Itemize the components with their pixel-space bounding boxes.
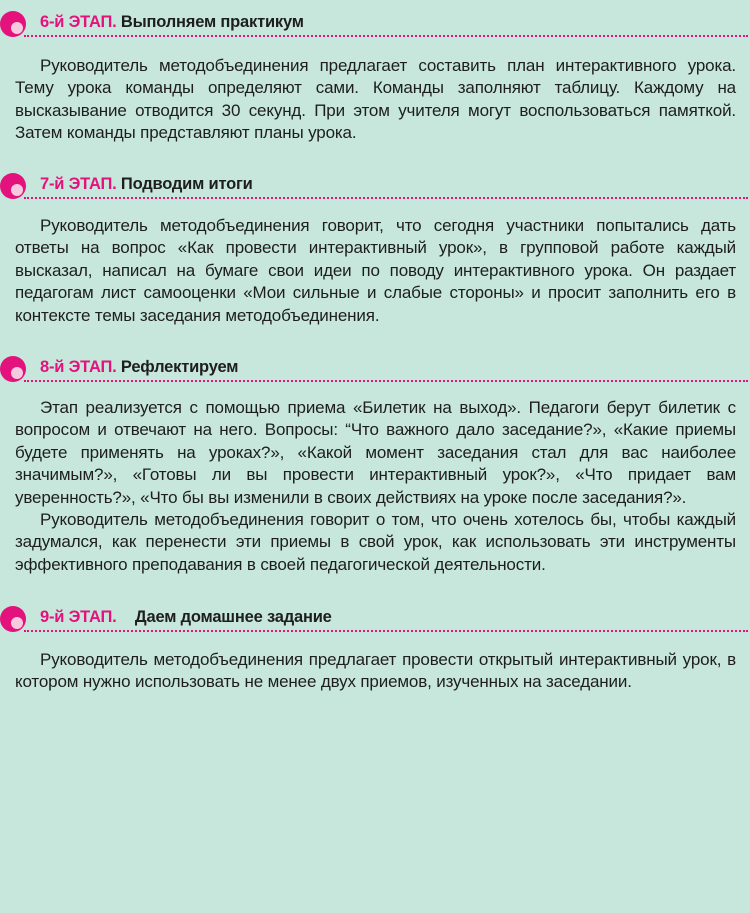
stage-9-name: Даем домашнее задание	[134, 608, 332, 626]
stage-8-name: Рефлектируем	[120, 358, 239, 376]
stage-8-divider	[24, 380, 748, 382]
stage-6-number: 6-й ЭТАП.	[40, 13, 117, 31]
stage-9-header	[0, 603, 750, 633]
circle-bullet-icon	[0, 606, 26, 632]
stage-6-divider	[24, 35, 748, 37]
stage-7-divider	[24, 197, 748, 199]
stage-8-header	[0, 353, 750, 383]
stage-7-section	[0, 170, 750, 327]
stage-9-number: 9-й ЭТАП.	[40, 608, 117, 626]
stage-8-paragraph-2: Руководитель методобъединения говорит о том, что очень хотелось бы, чтобы каждый задумался, как перенести эти приемы в свой урок, как использовать эти инструменты эффективного преподавания в своей педагогической деятельности.	[15, 510, 736, 574]
stage-8-paragraph-1: Этап реализуется с помощью приема «Билетик на выход». Педагоги берут билетик с вопросом и отвечают на него. Вопросы: “Что важного дало заседание?», «Какие приемы будете применять на уроках?», «Какой момент заседания стал для вас наиболее значимым?», «Готовы ли вы провести интерактивный урок?», «Что придает вам уверенность?», «Что бы вы изменили в своих действиях на уроке после заседания?».	[15, 398, 736, 507]
stage-9-title	[40, 608, 332, 627]
stage-7-name: Подводим итоги	[120, 175, 253, 193]
circle-bullet-icon	[0, 173, 26, 199]
stage-8-title	[40, 358, 238, 377]
circle-bullet-icon	[0, 356, 26, 382]
stage-8-section	[0, 353, 750, 576]
stage-6-name: Выполняем практикум	[120, 13, 304, 31]
circle-bullet-icon	[0, 11, 26, 37]
stage-6-paragraph-1: Руководитель методобъединения предлагает составить план интерактивного урока. Тему урока команды определяют сами. Команды заполняют таблицу. Каждому на высказывание отводится 30 секунд. При этом учителя могут воспользоваться памяткой. Затем команды представляют планы урока.	[15, 56, 736, 143]
stage-9-section	[0, 603, 750, 694]
stage-6-header	[0, 8, 750, 38]
stage-6-title	[40, 13, 304, 32]
stage-7-number: 7-й ЭТАП.	[40, 175, 117, 193]
stage-7-header	[0, 170, 750, 200]
stage-7-paragraph-1: Руководитель методобъединения говорит, что сегодня участники попытались дать ответы на вопрос «Как провести интерактивный урок», в групповой работе каждый высказал, написал на бумаге свои идеи по поводу интерактивного урока. Он раздает педагогам лист самооценки «Мои сильные и слабые стороны» и просит заполнить его в контексте темы заседания методобъединения.	[15, 216, 736, 325]
stage-7-title	[40, 175, 253, 194]
stage-8-number: 8-й ЭТАП.	[40, 358, 117, 376]
stage-9-divider	[24, 630, 748, 632]
stage-9-paragraph-1: Руководитель методобъединения предлагает провести открытый интерактивный урок, в котором нужно использовать не менее двух приемов, изученных на заседании.	[15, 650, 736, 692]
stage-6-section	[0, 8, 750, 145]
